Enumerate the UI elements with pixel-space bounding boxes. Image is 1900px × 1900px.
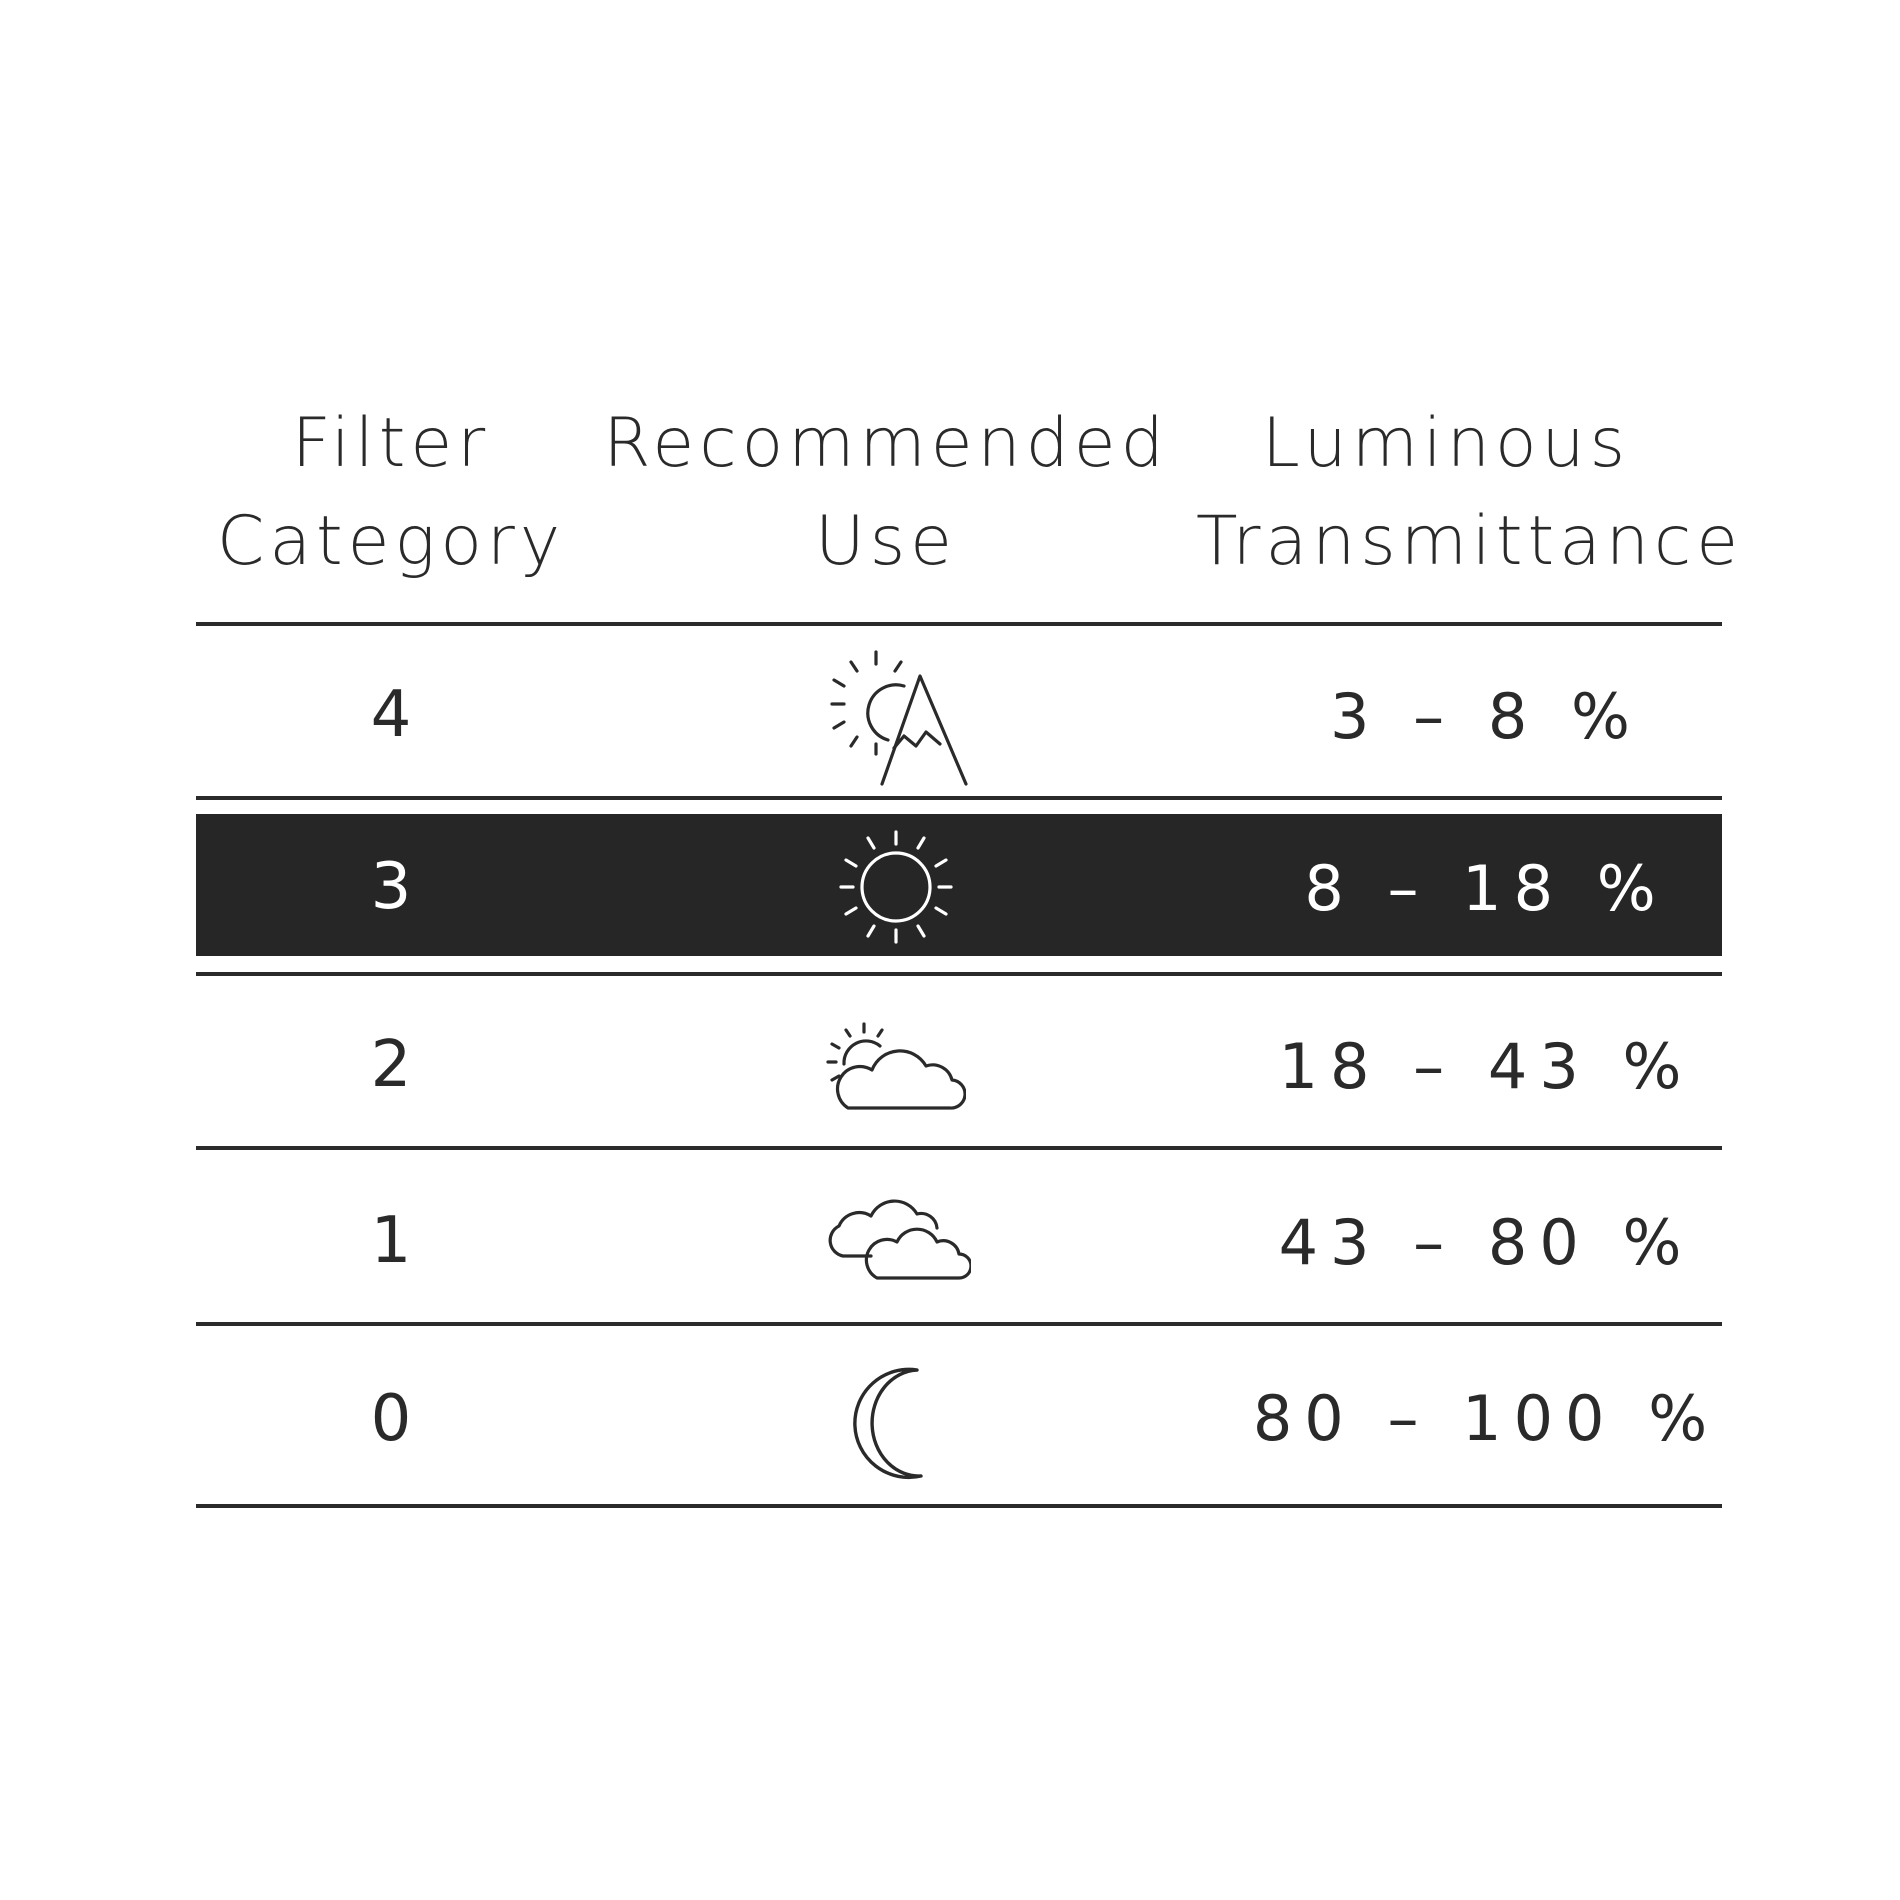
filter-category-value: 4 — [370, 678, 412, 752]
header-filter-category — [196, 395, 586, 591]
sun-icon — [756, 830, 1036, 945]
header-line: Luminous — [1261, 404, 1631, 483]
bottom-rule — [196, 1504, 1722, 1508]
clouds-icon — [756, 1190, 1036, 1280]
header-line: Filter — [291, 404, 491, 483]
transmittance-value: 80 – 100 % — [1252, 1382, 1720, 1455]
filter-category-value: 0 — [370, 1382, 412, 1456]
filter-category-value: 3 — [370, 850, 412, 924]
table-row — [196, 626, 1722, 796]
table-row — [196, 1326, 1722, 1504]
header-recommended-use — [596, 395, 1176, 591]
partly-cloudy-icon — [756, 1022, 1036, 1112]
header-line: Transmittance — [1196, 502, 1744, 581]
filter-category-value: 1 — [370, 1204, 412, 1278]
table-row — [196, 1150, 1722, 1322]
header-line: Recommended — [603, 404, 1169, 483]
sun-mountain-icon — [756, 648, 1036, 788]
transmittance-value: 8 – 18 % — [1304, 852, 1668, 925]
header-line: Use — [814, 502, 958, 581]
moon-icon — [756, 1366, 1036, 1481]
row-rule — [196, 796, 1722, 800]
filter-category-value: 2 — [370, 1028, 412, 1102]
table-row-highlighted — [196, 814, 1722, 956]
header-line: Category — [216, 502, 566, 581]
filter-category-table — [196, 0, 1744, 1900]
table-row — [196, 976, 1722, 1146]
header-luminous-transmittance — [1196, 395, 1744, 591]
transmittance-value: 3 – 8 % — [1330, 680, 1642, 753]
transmittance-value: 18 – 43 % — [1278, 1030, 1694, 1103]
transmittance-value: 43 – 80 % — [1278, 1206, 1694, 1279]
